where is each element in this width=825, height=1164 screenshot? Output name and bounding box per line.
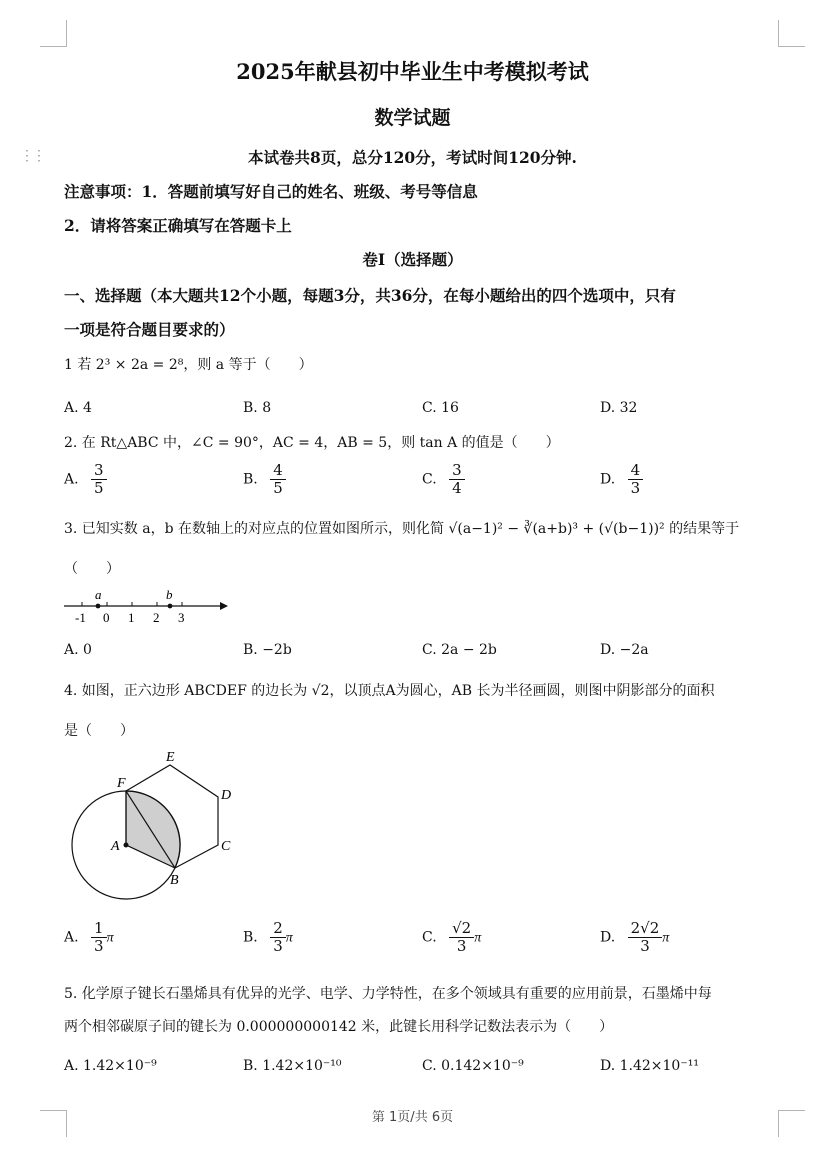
numerator: 2 (270, 920, 286, 938)
q2-option-a[interactable] (64, 462, 107, 497)
q3-option-d[interactable]: D. −2a (600, 642, 649, 658)
exam-info: 本试卷共8页，总分120分，考试时间120分钟. (248, 148, 577, 167)
denominator: 4 (452, 479, 462, 497)
drag-handle-icon[interactable]: ⋮⋮ (20, 148, 44, 164)
numerator: √2 (449, 920, 474, 938)
number-line-tick-label: -1 (75, 610, 86, 625)
q4-option-a-fraction (91, 920, 107, 955)
number-line-tick-label: 2 (153, 610, 160, 625)
exam-subject: 数学试题 (374, 107, 451, 129)
denominator: 3 (273, 937, 283, 955)
number-line-tick-label: 0 (103, 610, 110, 625)
numerator: 2√2 (628, 920, 663, 938)
pi-symbol: π (474, 930, 482, 946)
question-4-text-line2: 是（ ） (64, 723, 134, 739)
number-line-figure (60, 584, 230, 628)
q2-option-c[interactable] (422, 462, 465, 497)
q4-option-c-label: C. (422, 929, 437, 946)
pi-symbol: π (662, 930, 670, 946)
q2-option-b-label: B. (243, 471, 258, 488)
q2-option-c-fraction (449, 462, 465, 497)
q4-option-c[interactable] (422, 920, 481, 955)
q4-option-c-fraction (449, 920, 474, 955)
label-b: B (170, 873, 179, 888)
label-a: A (111, 839, 120, 854)
denominator: 3 (456, 937, 467, 955)
q4-option-b[interactable] (243, 920, 293, 955)
q2-option-d-label: D. (600, 471, 616, 488)
denominator: 3 (94, 937, 104, 955)
q1-option-a[interactable]: A. 4 (64, 400, 92, 416)
question-4-text-line1: 4. 如图，正六边形 ABCDEF 的边长为 √2，以顶点A为圆心，AB 长为半径画圆，则图中阴影部分的面积 (64, 683, 715, 699)
q2-option-b-fraction (270, 462, 286, 497)
notice-2: 2．请将答案正确填写在答题卡上 (64, 216, 292, 235)
q3-option-c[interactable]: C. 2a − 2b (422, 642, 497, 658)
question-1-text: 1 若 2³ × 2a = 2⁸，则 a 等于（ ） (64, 357, 313, 373)
label-e: E (166, 750, 175, 765)
shaded-sector (126, 791, 180, 868)
q2-option-a-label: A. (64, 471, 79, 488)
denominator: 5 (94, 479, 104, 497)
q4-option-d-fraction (628, 920, 663, 955)
q5-option-b[interactable]: B. 1.42×10⁻¹⁰ (243, 1058, 342, 1074)
point-a-label: a (95, 587, 102, 602)
q3-option-a[interactable]: A. 0 (64, 642, 92, 658)
q5-option-d[interactable]: D. 1.42×10⁻¹¹ (600, 1058, 699, 1074)
numerator: 4 (270, 462, 286, 480)
label-d: D (221, 788, 232, 803)
number-line-tick-label: 1 (128, 610, 135, 625)
q2-option-a-fraction (91, 462, 107, 497)
denominator: 3 (640, 937, 650, 955)
part1-heading-line2: 一项是符合题目要求的） (64, 320, 235, 339)
center-a-dot (124, 843, 129, 848)
question-5-text-line1: 5. 化学原子键长石墨烯具有优异的光学、电学、力学特性，在多个领域具有重要的应用前景，石墨烯中每 (64, 986, 712, 1002)
exam-title: 2025年献县初中毕业生中考模拟考试 (236, 59, 589, 84)
q2-option-d-fraction (628, 462, 644, 497)
label-f: F (117, 776, 126, 791)
corner-mark-top-left (40, 20, 67, 47)
numerator: 3 (449, 462, 465, 480)
denominator: 5 (273, 479, 283, 497)
q4-option-b-label: B. (243, 929, 258, 946)
q2-option-c-label: C. (422, 471, 437, 488)
q1-option-c[interactable]: C. 16 (422, 400, 459, 416)
denominator: 3 (630, 479, 641, 497)
q4-option-a-label: A. (64, 929, 79, 946)
q3-option-b[interactable]: B. −2b (243, 642, 292, 658)
numerator: 4 (628, 462, 644, 480)
q4-option-b-fraction (270, 920, 286, 955)
q4-option-a[interactable] (64, 920, 114, 955)
part1-heading-line1: 一、选择题（本大题共12个小题，每题3分，共36分，在每小题给出的四个选项中，只有 (64, 286, 676, 305)
question-5-text-line2: 两个相邻碳原子间的键长为 0.000000000142 米，此键长用科学记数法表示为（ ） (64, 1019, 614, 1035)
hexagon-circle-figure (60, 745, 260, 905)
q4-option-d[interactable] (600, 920, 669, 955)
numerator: 1 (91, 920, 107, 938)
numerator: 3 (91, 462, 107, 480)
point-a-dot (96, 604, 101, 609)
q5-option-c[interactable]: C. 0.142×10⁻⁹ (422, 1058, 524, 1074)
q1-option-d[interactable]: D. 32 (600, 400, 638, 416)
q2-option-d[interactable] (600, 462, 643, 497)
q4-option-d-label: D. (600, 929, 616, 946)
page-footer: 第 1页/共 6页 (371, 1110, 454, 1125)
point-b-label: b (166, 587, 173, 602)
number-line-tick-label: 3 (178, 610, 185, 625)
pi-symbol: π (285, 930, 293, 946)
pi-symbol: π (106, 930, 114, 946)
section-title: 卷Ⅰ（选择题） (362, 250, 463, 269)
question-3-paren: （ ） (64, 561, 120, 577)
question-2-text: 2. 在 Rt△ABC 中，∠C = 90°，AC = 4，AB = 5，则 tan A 的值是（ ） (64, 435, 560, 451)
question-3-text: 3. 已知实数 a，b 在数轴上的对应点的位置如图所示，则化简 √(a−1)² − ∛(a+b)³ + (√(b−1))² 的结果等于 (64, 521, 740, 537)
point-b-dot (168, 604, 173, 609)
label-c: C (221, 839, 231, 854)
q1-option-b[interactable]: B. 8 (243, 400, 272, 416)
notice-1: 注意事项：1．答题前填写好自己的姓名、班级、考号等信息 (64, 182, 478, 201)
corner-mark-top-right (778, 20, 805, 47)
q5-option-a[interactable]: A. 1.42×10⁻⁹ (64, 1058, 157, 1074)
number-line-arrow-icon (220, 602, 228, 610)
q2-option-b[interactable] (243, 462, 286, 497)
